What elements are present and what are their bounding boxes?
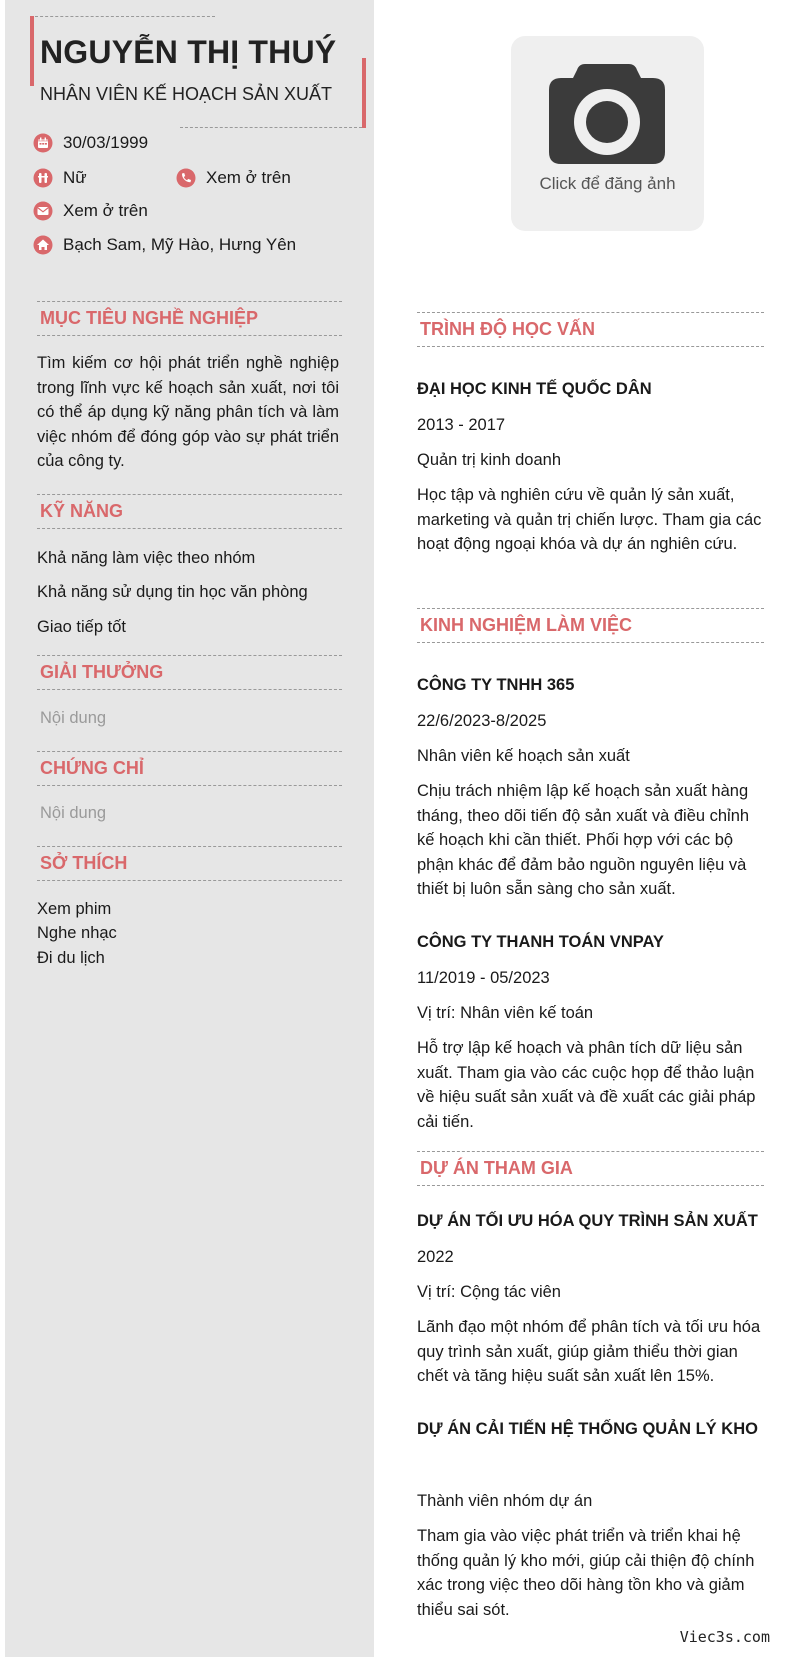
camera-icon bbox=[549, 64, 665, 169]
skills-heading: KỸ NĂNG bbox=[37, 494, 342, 529]
project-name[interactable]: DỰ ÁN CẢI TIẾN HỆ THỐNG QUẢN LÝ KHO bbox=[417, 1420, 758, 1438]
job-company[interactable]: CÔNG TY THANH TOÁN VNPAY bbox=[417, 933, 664, 951]
header-bottom-divider bbox=[180, 127, 362, 128]
phone-value: Xem ở trên bbox=[206, 168, 291, 187]
phone-icon bbox=[176, 168, 196, 188]
certificates-heading: CHỨNG CHỈ bbox=[37, 751, 342, 786]
candidate-job-title[interactable]: NHÂN VIÊN KẾ HOẠCH SẢN XUẤT bbox=[40, 84, 333, 104]
job-period[interactable]: 11/2019 - 05/2023 bbox=[417, 969, 550, 987]
certificates-content-placeholder[interactable]: Nội dung bbox=[40, 804, 107, 822]
project-description[interactable]: Lãnh đạo một nhóm để phân tích và tối ưu hóa quy trình sản xuất, giúp giảm thiểu thời gian chết và tăng hiệu suất sản xuất lên 15%. bbox=[417, 1318, 761, 1385]
project-year[interactable]: 2022 bbox=[417, 1248, 454, 1266]
contact-email[interactable] bbox=[33, 201, 148, 221]
email-value: Xem ở trên bbox=[63, 201, 148, 220]
awards-content-placeholder[interactable]: Nội dung bbox=[40, 709, 107, 727]
hobbies-heading: SỞ THÍCH bbox=[37, 846, 342, 881]
skill-item[interactable]: Khả năng làm việc theo nhóm bbox=[37, 549, 256, 567]
education-major[interactable]: Quản trị kinh doanh bbox=[417, 451, 562, 469]
job-position[interactable]: Nhân viên kế hoạch sản xuất bbox=[417, 747, 630, 765]
header-top-divider bbox=[35, 16, 215, 17]
project-role[interactable]: Vị trí: Cộng tác viên bbox=[417, 1283, 561, 1301]
education-school[interactable]: ĐẠI HỌC KINH TẾ QUỐC DÂN bbox=[417, 380, 652, 398]
education-period[interactable]: 2013 - 2017 bbox=[417, 416, 506, 434]
envelope-icon bbox=[33, 201, 53, 221]
main-content bbox=[374, 0, 800, 1657]
footer-brand: Viec3s.com bbox=[679, 1628, 770, 1646]
contact-birthday[interactable] bbox=[33, 133, 148, 153]
birthday-value: 30/03/1999 bbox=[63, 133, 149, 152]
address-value: Bạch Sam, Mỹ Hào, Hưng Yên bbox=[63, 235, 297, 254]
contact-phone[interactable] bbox=[176, 168, 291, 188]
job-position[interactable]: Vị trí: Nhân viên kế toán bbox=[417, 1004, 594, 1022]
gender-value: Nữ bbox=[63, 168, 87, 187]
job-description[interactable]: Hỗ trợ lập kế hoạch và phân tích dữ liệu sản xuất. Tham gia vào các cuộc họp để thảo luận về hiệu suất sản xuất và đề xuất các giải pháp cải tiến. bbox=[417, 1039, 756, 1131]
job-company[interactable]: CÔNG TY TNHH 365 bbox=[417, 676, 575, 694]
awards-heading: GIẢI THƯỞNG bbox=[37, 655, 342, 690]
contact-gender[interactable] bbox=[33, 168, 87, 188]
objective-text[interactable]: Tìm kiếm cơ hội phát triển nghề nghiệp trong lĩnh vực kế hoạch sản xuất, nơi tôi có thể áp dụng kỹ năng phân tích và làm việc nhóm để đóng góp vào sự phát triển của công ty. bbox=[37, 354, 339, 470]
header-accent-bar-left bbox=[30, 16, 34, 86]
education-description[interactable]: Học tập và nghiên cứu về quản lý sản xuất, marketing và quản trị chiến lược. Tham gia các hoạt động ngoại khóa và dự án nghiên cứu. bbox=[417, 486, 762, 553]
hobby-item[interactable]: Đi du lịch bbox=[37, 949, 105, 967]
photo-upload-caption: Click để đăng ảnh bbox=[539, 174, 676, 193]
experience-heading: KINH NGHIỆM LÀM VIỆC bbox=[417, 608, 764, 643]
contact-address[interactable] bbox=[33, 235, 296, 255]
header-accent-bar-right bbox=[362, 58, 366, 128]
hobby-item[interactable]: Xem phim bbox=[37, 900, 112, 918]
gender-icon bbox=[33, 168, 53, 188]
photo-upload[interactable] bbox=[511, 36, 704, 231]
objective-heading: MỤC TIÊU NGHỀ NGHIỆP bbox=[37, 301, 342, 336]
calendar-icon bbox=[33, 133, 53, 153]
skill-item[interactable]: Khả năng sử dụng tin học văn phòng bbox=[37, 583, 308, 601]
left-sidebar bbox=[5, 0, 374, 1657]
project-description[interactable]: Tham gia vào việc phát triển và triển khai hệ thống quản lý kho mới, giúp cải thiện độ chính xác trong việc theo dõi hàng tồn kho và giảm thiểu sai sót. bbox=[417, 1527, 755, 1619]
candidate-name[interactable]: NGUYỄN THỊ THUÝ bbox=[40, 34, 337, 70]
education-heading: TRÌNH ĐỘ HỌC VẤN bbox=[417, 312, 764, 347]
job-description[interactable]: Chịu trách nhiệm lập kế hoạch sản xuất hàng tháng, theo dõi tiến độ sản xuất và điều chỉnh kế hoạch khi cần thiết. Phối hợp với các bộ phận khác để đảm bảo nguồn nguyên liệu và thiết bị luôn sẵn sàng cho sản xuất. bbox=[417, 782, 750, 898]
project-role[interactable]: Thành viên nhóm dự án bbox=[417, 1492, 593, 1510]
hobby-item[interactable]: Nghe nhạc bbox=[37, 924, 117, 942]
projects-heading: DỰ ÁN THAM GIA bbox=[417, 1151, 764, 1186]
job-period[interactable]: 22/6/2023-8/2025 bbox=[417, 712, 547, 730]
home-icon bbox=[33, 235, 53, 255]
project-name[interactable]: DỰ ÁN TỐI ƯU HÓA QUY TRÌNH SẢN XUẤT bbox=[417, 1212, 758, 1230]
skill-item[interactable]: Giao tiếp tốt bbox=[37, 618, 126, 636]
